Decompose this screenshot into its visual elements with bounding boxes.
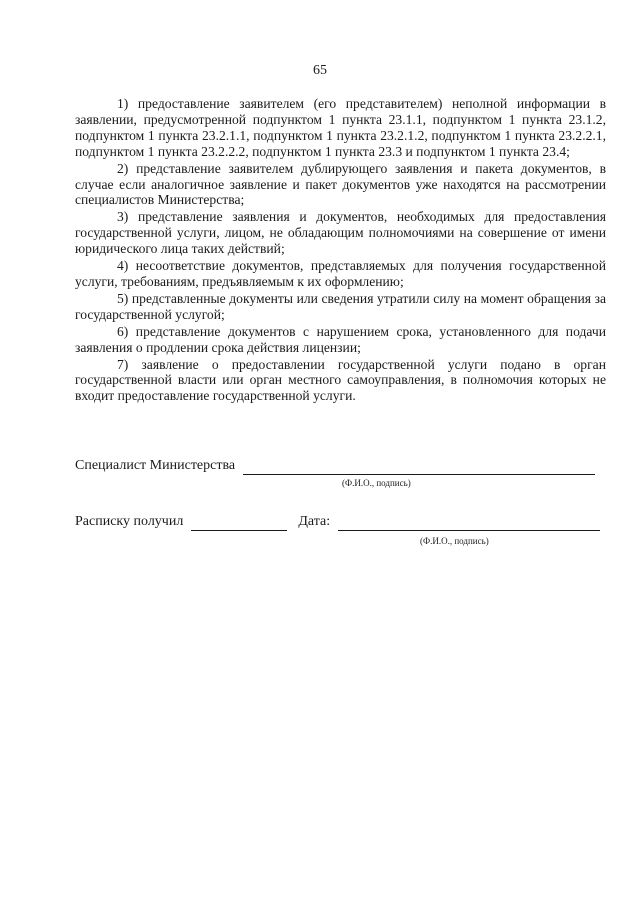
reason-item: 4) несоответствие документов, представляемых для получения государственной услуги, требованиям, предъявляемым к их оформлению; — [75, 258, 606, 289]
specialist-label: Специалист Министерства — [75, 458, 236, 473]
reason-item: 7) заявление о предоставлении государственной услуги подано в орган государственной власти или орган местного самоуправления, в полномочия которых не входит предоставление государственной услуги. — [75, 356, 606, 404]
receipt-signature-line — [191, 514, 287, 531]
receipt-caption: (Ф.И.О., подпись) — [420, 536, 489, 546]
page-number: 65 — [313, 63, 327, 78]
reason-item: 6) представление документов с нарушением срока, установленного для подачи заявления о продлении срока действия лицензии; — [75, 323, 606, 355]
date-line — [338, 514, 600, 531]
refusal-reasons-list — [75, 96, 606, 405]
reason-item: 5) представленные документы или сведения утратили силу на момент обращения за государственной услугой; — [75, 290, 606, 322]
receipt-label: Расписку получил — [75, 514, 184, 529]
date-label: Дата: — [298, 514, 331, 529]
reason-item: 3) представление заявления и документов, необходимых для предоставления государственной услуги, лицом, не обладающим полномочиями на совершение от имени юридического лица таких действий; — [75, 209, 606, 257]
reason-item: 2) представление заявителем дублирующего заявления и пакета документов, в случае если аналогичное заявление и пакет документов уже находятся на рассмотрении специалистов Министерства; — [75, 160, 606, 208]
specialist-signature-row — [75, 458, 595, 475]
reason-item: 1) предоставление заявителем (его представителем) неполной информации в заявлении, предусмотренной подпунктом 1 пункта 23.1.1, подпунктом 1 пункта 23.1.2, подпунктом 1 пункта 23.2.1.1, подпунктом 1 пункта 23.2.1.2, подпунктом 1 пункта 23.2.2.1, подпунктом 1 пункта 23.2.2.2, подпунктом 1 пункта 23.3 и подпунктом 1 пункта 23.4; — [75, 96, 606, 159]
receipt-row — [75, 514, 600, 531]
specialist-caption: (Ф.И.О., подпись) — [342, 478, 411, 488]
specialist-signature-line — [243, 458, 595, 475]
